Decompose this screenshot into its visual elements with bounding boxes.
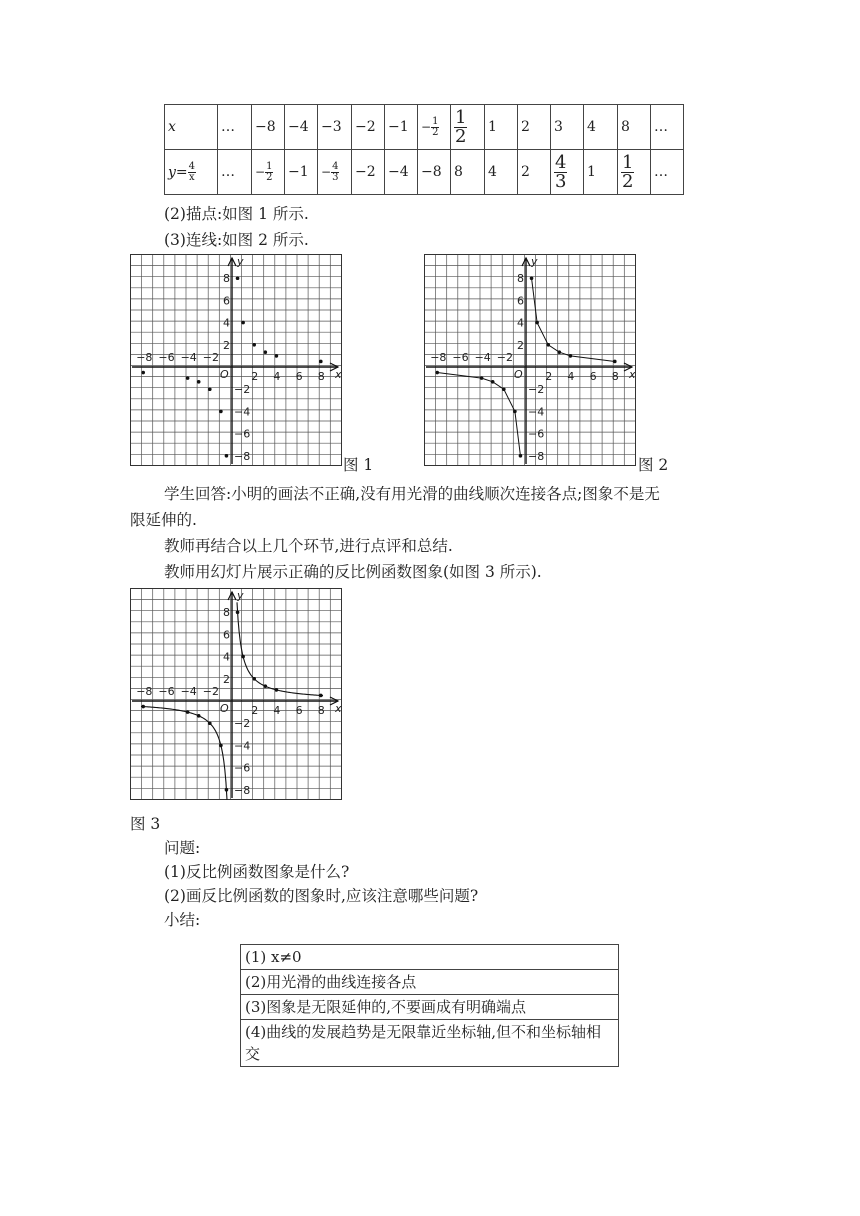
table-row-y <box>165 150 684 195</box>
x-tick-label: −2 <box>202 351 220 364</box>
x-tick-label: 8 <box>611 370 619 383</box>
data-point <box>530 276 534 280</box>
y-axis-label: y <box>237 255 244 268</box>
question-1: (1)反比例函数图象是什么? <box>164 863 350 881</box>
y-tick-label: −2 <box>234 717 251 731</box>
y-tick-label: 4 <box>223 316 230 330</box>
origin-label: O <box>220 702 229 715</box>
table-row-x <box>165 105 684 150</box>
x-tick-label: 6 <box>295 370 303 383</box>
x-tick-label: −4 <box>180 351 197 364</box>
table-cell-x: −1 <box>385 105 418 150</box>
x-tick-label: −6 <box>452 351 469 364</box>
fraction: $\frac{1}{2}$ <box>455 106 467 147</box>
data-point <box>558 350 562 354</box>
y-tick-label: 8 <box>223 606 230 620</box>
data-point <box>569 354 573 358</box>
table-cell-y: −4 <box>385 150 418 195</box>
x-axis-label: x <box>629 368 636 381</box>
x-tick-label: −8 <box>136 351 153 364</box>
fraction: $\frac{1}{2}$ <box>622 151 634 192</box>
y-tick-label: −6 <box>528 427 545 441</box>
summary-row <box>241 995 619 1020</box>
fraction: − $\frac{1}{2}$ <box>421 115 439 138</box>
x-tick-label: 8 <box>317 370 325 383</box>
table-cell-x: 8 <box>618 105 651 150</box>
table-cell-x <box>451 105 485 150</box>
table-cell-x: 2 <box>518 105 551 150</box>
table-header-x: x <box>165 105 218 150</box>
data-point <box>197 380 201 384</box>
step-2-text: (2)描点:如图 1 所示. <box>164 205 309 223</box>
data-point <box>208 387 212 391</box>
x-tick-label: −2 <box>202 685 220 698</box>
data-point <box>186 710 190 714</box>
table-cell-y: 2 <box>518 150 551 195</box>
figure-2-graph <box>424 254 636 466</box>
y-tick-label: 4 <box>517 316 524 330</box>
data-point <box>197 714 201 718</box>
data-point <box>241 655 245 659</box>
student-answer-line-2: 限延伸的. <box>130 511 197 529</box>
summary-item-3: (3)图象是无限延伸的,不要画成有明确端点 <box>241 995 619 1020</box>
fraction: $\frac{4}{3}$ <box>555 151 567 192</box>
graph-group <box>131 255 343 466</box>
data-point <box>236 610 240 614</box>
data-point <box>491 380 495 384</box>
table-cell-y: … <box>218 150 252 195</box>
table-cell-y: 8 <box>451 150 485 195</box>
data-point <box>513 410 517 414</box>
teacher-comment-2: 教师用幻灯片展示正确的反比例函数图象(如图 3 所示). <box>164 563 542 581</box>
table-cell-x: −3 <box>318 105 352 150</box>
x-tick-label: −8 <box>430 351 447 364</box>
fraction: $\frac{4}{x}$ <box>188 160 196 183</box>
x-tick-label: 4 <box>273 370 281 383</box>
y-tick-label: 2 <box>223 672 230 686</box>
data-point <box>480 376 484 380</box>
table-cell-x: … <box>651 105 684 150</box>
table-cell-y: −1 <box>285 150 318 195</box>
table-cell-x: −2 <box>352 105 385 150</box>
x-axis-label: x <box>335 702 342 715</box>
data-point <box>275 354 279 358</box>
y-tick-label: 6 <box>223 628 230 642</box>
table-cell-y: −8 <box>418 150 451 195</box>
summary-row <box>241 945 619 970</box>
data-point <box>435 371 439 375</box>
y-tick-label: −6 <box>234 427 251 441</box>
x-tick-label: 2 <box>545 370 553 383</box>
x-tick-label: −8 <box>136 685 153 698</box>
figure-2-caption: 图 2 <box>638 456 669 474</box>
y-tick-label: 2 <box>223 338 230 352</box>
summary-item-1: (1) x≠0 <box>241 945 619 970</box>
x-tick-label: 6 <box>589 370 597 383</box>
y-tick-label: 8 <box>223 272 230 286</box>
x-tick-label: −2 <box>496 351 514 364</box>
summary-item-4: (4)曲线的发展趋势是无限靠近坐标轴,但不和坐标轴相交 <box>241 1020 619 1067</box>
y-tick-label: −8 <box>234 783 251 797</box>
x-axis-label: x <box>335 368 342 381</box>
data-point <box>186 376 190 380</box>
question-2: (2)画反比例函数的图象时,应该注意哪些问题? <box>164 887 479 905</box>
table-cell-y <box>252 150 285 195</box>
hyperbola-branch-negative <box>141 706 227 799</box>
table-cell-y: −2 <box>352 150 385 195</box>
hyperbola-branch-positive <box>237 602 323 695</box>
table-cell-x: 4 <box>584 105 618 150</box>
figure-3-caption: 图 3 <box>130 815 161 833</box>
table-cell-x: −4 <box>285 105 318 150</box>
x-tick-label: 4 <box>567 370 575 383</box>
table-cell-y <box>318 150 352 195</box>
table-cell-y <box>618 150 651 195</box>
table-cell-x: 3 <box>551 105 584 150</box>
x-tick-label: 2 <box>251 370 259 383</box>
data-point <box>208 721 212 725</box>
table-cell-y: … <box>651 150 684 195</box>
summary-title: 小结: <box>164 911 201 929</box>
y-tick-label: 4 <box>223 650 230 664</box>
table-cell-x: … <box>218 105 252 150</box>
table-cell-y: 1 <box>584 150 618 195</box>
fraction: − $\frac{4}{3}$ <box>321 160 339 183</box>
x-tick-label: −6 <box>158 685 175 698</box>
y-tick-label: −4 <box>234 405 251 419</box>
data-point <box>219 744 223 748</box>
data-point <box>613 360 617 364</box>
summary-row <box>241 970 619 995</box>
data-point <box>141 371 145 375</box>
table-cell-x: −8 <box>252 105 285 150</box>
data-point <box>546 343 550 347</box>
table-cell-y <box>551 150 584 195</box>
y-tick-label: 6 <box>223 294 230 308</box>
fraction: − $\frac{1}{2}$ <box>255 160 273 183</box>
summary-row <box>241 1020 619 1067</box>
data-point <box>141 705 145 709</box>
y-axis-label: y <box>531 255 538 268</box>
y-tick-label: −6 <box>234 761 251 775</box>
y-tick-label: −2 <box>234 383 251 397</box>
data-point <box>225 788 229 792</box>
x-tick-label: 6 <box>295 704 303 717</box>
data-point <box>236 276 240 280</box>
y-tick-label: 6 <box>517 294 524 308</box>
x-tick-label: −4 <box>180 685 197 698</box>
table-cell-x: 1 <box>485 105 518 150</box>
x-tick-label: 8 <box>317 704 325 717</box>
graph-group <box>131 589 343 800</box>
y-tick-label: −2 <box>528 383 545 397</box>
y-tick-label: −4 <box>234 739 251 753</box>
y-axis-label: y <box>237 589 244 602</box>
data-point <box>264 350 268 354</box>
data-point <box>264 684 268 688</box>
student-answer-line-1: 学生回答:小明的画法不正确,没有用光滑的曲线顺次连接各点;图象不是无 <box>164 485 660 503</box>
data-point <box>225 454 229 458</box>
x-tick-label: 4 <box>273 704 281 717</box>
x-tick-label: −4 <box>474 351 491 364</box>
teacher-comment-1: 教师再结合以上几个环节,进行点评和总结. <box>164 537 453 555</box>
y-tick-label: 2 <box>517 338 524 352</box>
data-point <box>252 677 256 681</box>
y-tick-label: −8 <box>528 449 545 463</box>
data-point <box>519 454 523 458</box>
data-point <box>319 360 323 364</box>
data-point <box>275 688 279 692</box>
figure-1-graph <box>130 254 342 466</box>
y-tick-label: 8 <box>517 272 524 286</box>
figure-3-graph <box>130 588 342 800</box>
x-tick-label: −6 <box>158 351 175 364</box>
summary-table <box>240 944 619 1067</box>
graph-group <box>425 255 637 466</box>
data-point <box>241 321 245 325</box>
y-tick-label: −8 <box>234 449 251 463</box>
data-point <box>535 321 539 325</box>
data-point <box>502 387 506 391</box>
data-point <box>219 410 223 414</box>
summary-item-2: (2)用光滑的曲线连接各点 <box>241 970 619 995</box>
origin-label: O <box>514 368 523 381</box>
x-tick-label: 2 <box>251 704 259 717</box>
figure-1-caption: 图 1 <box>343 456 374 474</box>
data-point <box>319 694 323 698</box>
value-table <box>164 104 684 195</box>
table-header-y: y= $\frac{4}{x}$ <box>165 150 218 195</box>
data-point <box>252 343 256 347</box>
table-cell-y: 4 <box>485 150 518 195</box>
y-tick-label: −4 <box>528 405 545 419</box>
origin-label: O <box>220 368 229 381</box>
table-cell-x <box>418 105 451 150</box>
step-3-text: (3)连线:如图 2 所示. <box>164 231 309 249</box>
questions-title: 问题: <box>164 839 201 857</box>
